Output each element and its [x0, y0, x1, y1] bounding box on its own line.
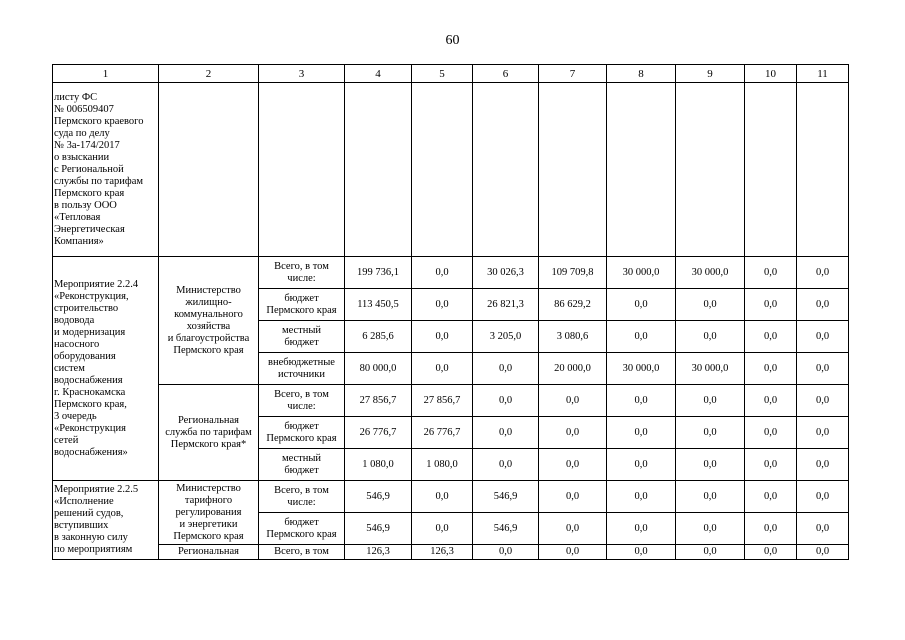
- value-cell: 0,0: [745, 321, 797, 353]
- value-cell: 0,0: [473, 353, 539, 385]
- value-cell: 0,0: [539, 449, 607, 481]
- value-cell: 30 000,0: [676, 353, 745, 385]
- value-cell: 546,9: [345, 481, 412, 513]
- value-cell: 0,0: [745, 513, 797, 545]
- value-cell: 546,9: [473, 513, 539, 545]
- col-header: 9: [676, 65, 745, 83]
- header-row: [53, 65, 849, 83]
- value-cell: 0,0: [607, 321, 676, 353]
- executor-cell: Министерство жилищно- коммунального хозяйства и благоустройства Пермского края: [159, 257, 259, 385]
- value-cell: 30 000,0: [607, 257, 676, 289]
- source-cell: бюджет Пермского края: [259, 513, 345, 545]
- measure-cell: листу ФС № 006509407 Пермского краевого суда по делу № 3а-174/2017 о взыскании с Региональной службы по тарифам Пермского края в пользу ООО «Тепловая Энергетическая Компания»: [53, 83, 159, 257]
- value-cell: 0,0: [797, 417, 849, 449]
- value-cell: 0,0: [473, 545, 539, 560]
- source-cell: Всего, в том числе:: [259, 257, 345, 289]
- col-header: 2: [159, 65, 259, 83]
- value-cell: 3 205,0: [473, 321, 539, 353]
- value-cell: 0,0: [412, 353, 473, 385]
- value-cell: 0,0: [745, 417, 797, 449]
- table-row: [53, 545, 849, 560]
- value-cell: 0,0: [607, 513, 676, 545]
- value-cell: 0,0: [539, 545, 607, 560]
- value-cell: 0,0: [607, 289, 676, 321]
- value-cell: 30 000,0: [607, 353, 676, 385]
- col-header: 7: [539, 65, 607, 83]
- value-cell: 546,9: [473, 481, 539, 513]
- value-cell: 0,0: [607, 417, 676, 449]
- value-cell: 0,0: [797, 513, 849, 545]
- source-cell: местный бюджет: [259, 321, 345, 353]
- value-cell: 199 736,1: [345, 257, 412, 289]
- col-header: 1: [53, 65, 159, 83]
- value-cell: 113 450,5: [345, 289, 412, 321]
- value-cell: 0,0: [745, 449, 797, 481]
- value-cell: 0,0: [797, 385, 849, 417]
- value-cell: 30 000,0: [676, 257, 745, 289]
- value-cell: 3 080,6: [539, 321, 607, 353]
- source-cell: Всего, в том числе:: [259, 481, 345, 513]
- value-cell: 0,0: [797, 257, 849, 289]
- value-cell: 0,0: [676, 417, 745, 449]
- executor-cell: Министерство тарифного регулирования и энергетики Пермского края: [159, 481, 259, 545]
- value-cell: 27 856,7: [345, 385, 412, 417]
- col-header: 10: [745, 65, 797, 83]
- value-cell: 0,0: [607, 481, 676, 513]
- value-cell: 0,0: [473, 449, 539, 481]
- value-cell: 0,0: [797, 353, 849, 385]
- value-cell: 0,0: [539, 513, 607, 545]
- value-cell: 109 709,8: [539, 257, 607, 289]
- col-header: 6: [473, 65, 539, 83]
- value-cell: 0,0: [607, 385, 676, 417]
- source-cell: Всего, в том: [259, 545, 345, 560]
- value-cell: 0,0: [745, 481, 797, 513]
- col-header: 11: [797, 65, 849, 83]
- value-cell: 1 080,0: [345, 449, 412, 481]
- source-cell: Всего, в том числе:: [259, 385, 345, 417]
- value-cell: 0,0: [745, 289, 797, 321]
- value-cell: 126,3: [345, 545, 412, 560]
- value-cell: 26 776,7: [345, 417, 412, 449]
- value-cell: 0,0: [473, 385, 539, 417]
- value-cell: 0,0: [412, 513, 473, 545]
- value-cell: 20 000,0: [539, 353, 607, 385]
- value-cell: 0,0: [797, 321, 849, 353]
- value-cell: 0,0: [412, 289, 473, 321]
- value-cell: 0,0: [745, 545, 797, 560]
- source-cell: внебюджетные источники: [259, 353, 345, 385]
- value-cell: 0,0: [797, 289, 849, 321]
- table-row: [53, 257, 849, 289]
- source-cell: бюджет Пермского края: [259, 289, 345, 321]
- value-cell: 0,0: [797, 449, 849, 481]
- value-cell: 26 821,3: [473, 289, 539, 321]
- value-cell: 0,0: [745, 385, 797, 417]
- value-cell: 0,0: [539, 417, 607, 449]
- value-cell: 0,0: [676, 289, 745, 321]
- value-cell: 6 285,6: [345, 321, 412, 353]
- value-cell: 0,0: [797, 481, 849, 513]
- value-cell: 0,0: [676, 481, 745, 513]
- value-cell: 26 776,7: [412, 417, 473, 449]
- table-row: [53, 83, 849, 257]
- col-header: 5: [412, 65, 473, 83]
- value-cell: 0,0: [607, 545, 676, 560]
- value-cell: 1 080,0: [412, 449, 473, 481]
- source-cell: бюджет Пермского края: [259, 417, 345, 449]
- page-number: 60: [445, 33, 460, 48]
- value-cell: 0,0: [797, 545, 849, 560]
- table-row: [53, 385, 849, 417]
- value-cell: 0,0: [412, 321, 473, 353]
- budget-table: [52, 64, 849, 560]
- col-header: 4: [345, 65, 412, 83]
- value-cell: 0,0: [676, 449, 745, 481]
- col-header: 3: [259, 65, 345, 83]
- value-cell: 86 629,2: [539, 289, 607, 321]
- value-cell: 80 000,0: [345, 353, 412, 385]
- value-cell: 0,0: [676, 513, 745, 545]
- value-cell: 0,0: [607, 449, 676, 481]
- value-cell: 0,0: [412, 481, 473, 513]
- value-cell: 0,0: [676, 385, 745, 417]
- measure-cell: Мероприятие 2.2.5 «Исполнение решений судов, вступивших в законную силу по мероприятиям: [53, 481, 159, 560]
- measure-cell: Мероприятие 2.2.4 «Реконструкция, строительство водовода и модернизация насосного оборудования систем водоснабжения г. Краснокамска Пермского края, 3 очередь «Реконструкция сетей водоснабжения»: [53, 257, 159, 481]
- executor-cell: Региональная служба по тарифам Пермского края*: [159, 385, 259, 481]
- executor-cell: Региональная: [159, 545, 259, 560]
- value-cell: 0,0: [539, 481, 607, 513]
- value-cell: 27 856,7: [412, 385, 473, 417]
- value-cell: 0,0: [745, 257, 797, 289]
- value-cell: 30 026,3: [473, 257, 539, 289]
- value-cell: 0,0: [676, 545, 745, 560]
- value-cell: 0,0: [412, 257, 473, 289]
- col-header: 8: [607, 65, 676, 83]
- value-cell: 126,3: [412, 545, 473, 560]
- value-cell: 0,0: [473, 417, 539, 449]
- value-cell: 0,0: [676, 321, 745, 353]
- value-cell: 0,0: [745, 353, 797, 385]
- value-cell: 546,9: [345, 513, 412, 545]
- table-row: [53, 481, 849, 513]
- source-cell: местный бюджет: [259, 449, 345, 481]
- value-cell: 0,0: [539, 385, 607, 417]
